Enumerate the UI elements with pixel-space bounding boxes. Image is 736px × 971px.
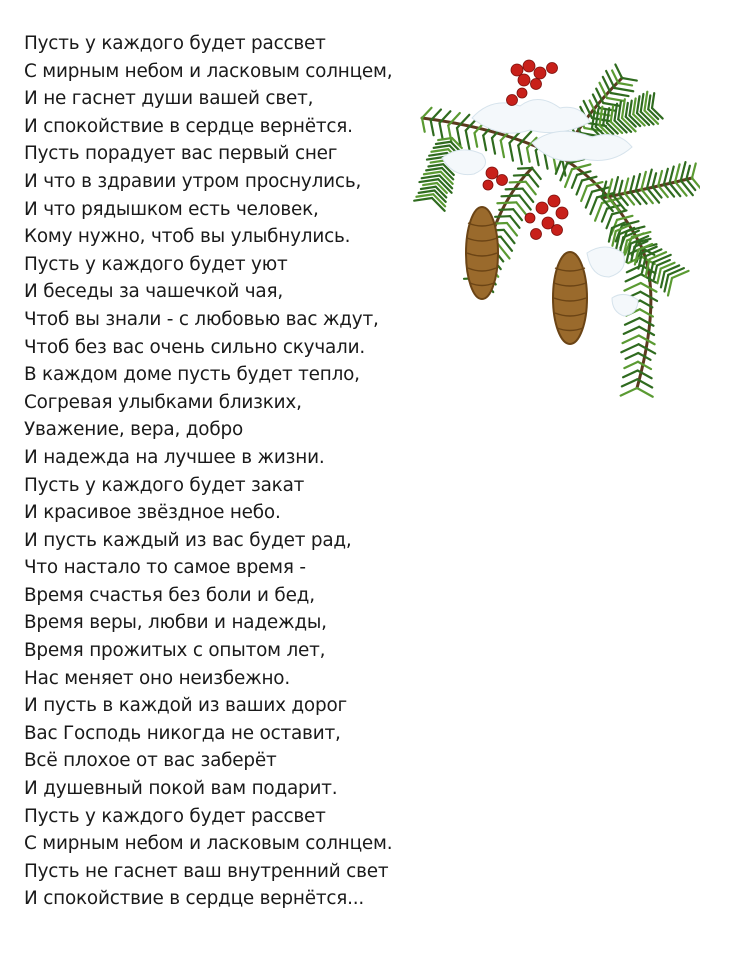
fir-needle [641,283,657,292]
poem-line: Всё плохое от вас заберёт [24,750,277,772]
fir-needle [630,101,632,116]
fir-needle [466,131,470,150]
fir-needle [424,172,441,175]
poem-line: Пусть у каждого будет рассвет [24,805,326,827]
fir-needle [615,88,634,91]
poem-line: И что в здравии утром проснулись, [24,170,362,192]
pine-cone-icon [466,207,498,299]
poem-line: И беседы за чашечкой чая, [24,281,284,303]
fir-needle [586,192,592,208]
fir-needle [421,187,436,189]
fir-needle [428,164,443,166]
fir-needle [495,216,510,217]
fir-needle [633,98,635,114]
fir-needle [658,171,662,186]
fir-needle [622,379,637,386]
fir-needle [612,231,615,246]
fir-needle [602,209,607,222]
fir-needle [637,388,653,397]
fir-needle [623,371,638,378]
fir-needle [613,177,618,195]
fir-needle [483,136,486,151]
fir-needle [631,247,634,261]
fir-needle [510,216,519,228]
poem-line: И что рядышком есть человек, [24,198,319,220]
poem-line: Вас Господь никогда не оставит, [24,722,341,744]
fir-needle [664,169,668,184]
fir-needle [429,153,447,156]
fir-needle [647,188,659,203]
fir-needle [681,162,686,180]
fir-needle [625,178,629,193]
fir-needle [630,176,634,191]
poem-line: И пусть в каждой из ваших дорог [24,695,347,717]
poem-line: Уважение, вера, добро [24,419,244,441]
fir-needle [621,388,637,396]
fir-needle [475,133,478,147]
fir-needle [492,138,495,154]
fir-needle [431,161,445,163]
fir-needle [645,92,648,111]
fir-needle [615,104,618,121]
fir-needle [675,164,679,181]
fir-needle [636,174,640,190]
fir-needle [422,176,440,179]
fir-needle [652,93,654,108]
poem-line: И не гаснет души вашей свет, [24,88,314,110]
fir-needle [657,269,660,284]
fir-needle [419,191,435,193]
fir-needle [434,146,450,148]
fir-needle [592,111,595,128]
fir-needle [611,106,613,122]
fir-needle [624,327,639,334]
fir-needle [618,101,621,119]
fir-needle [448,126,451,143]
poem-line: Пусть у каждого будет уют [24,253,288,275]
poem-line: Чтоб без вас очень сильно скучали. [24,336,366,358]
poem-line: И душевный покой вам подарит. [24,778,338,800]
fir-needle [653,173,656,187]
fir-needle [661,272,665,288]
fir-needle [416,194,433,197]
fir-needle [624,362,638,368]
poem-line: Пусть не гаснет ваш внутренний свет [24,860,389,882]
fir-needle [623,336,639,344]
fir-needle [618,83,632,85]
fir-needle [624,283,640,291]
poem-line: Время счастья без боли и бед, [24,584,315,606]
fir-needle [641,94,644,112]
fir-needle [612,70,618,83]
poem-line: Пусть у каждого будет рассвет [24,33,326,54]
fir-needle [648,95,650,109]
fir-needle [506,189,523,190]
pine-cone-icon [553,252,587,344]
fir-needle [621,344,638,352]
fir-needle [527,148,530,162]
fir-needle [518,168,532,169]
fir-needle [422,118,425,132]
fir-needle [501,141,504,158]
poem-line: В каждом доме пусть будет тепло, [24,364,360,386]
fir-needle [440,123,443,139]
fir-needle [590,197,597,214]
fir-needle [436,142,451,144]
poem-line: И надежда на лучшее в жизни. [24,446,325,468]
fir-needle [595,203,602,221]
fir-needle [609,228,612,242]
fir-needle [615,65,622,78]
poem-line: С мирным небом и ласковым солнцем. [24,833,393,855]
fir-needle [619,181,622,195]
poem-text [24,30,464,913]
poem-line: Чтоб вы знали - с любовью вас ждут, [24,308,379,330]
fir-needle [422,108,432,118]
fir-needle [513,209,522,220]
poem-line: С мирным небом и ласковым солнцем, [24,60,393,82]
fir-needle [532,168,541,179]
fir-needle [670,167,674,183]
fir-needle [647,170,652,188]
poem-line: Время прожитых с опытом лет, [24,640,326,662]
fir-needle [526,182,536,195]
fir-needle [622,78,637,81]
fir-needle [514,175,529,176]
poem-line: Кому нужно, чтоб вы улыбнулись. [24,226,351,248]
fir-needle [654,266,657,280]
fir-needle [510,182,526,183]
fir-needle [626,103,628,117]
poem-line: И спокойствие в сердце вернётся. [24,115,353,137]
fir-needle [637,96,640,113]
fir-needle [502,196,520,197]
poem-line: Что настало то самое время - [24,557,306,579]
fir-needle [607,214,612,228]
fir-needle [507,223,517,236]
fir-needle [641,172,645,189]
fir-needle [499,209,513,210]
fir-needle [536,151,539,166]
fir-needle [529,175,538,187]
fir-needle [518,146,522,165]
poem-line: Нас меняет оно неизбежно. [24,667,290,689]
fir-needle [414,198,432,201]
fir-needle [626,353,639,359]
fir-needle [600,107,603,126]
fir-needle [622,99,625,118]
fir-needle [640,292,657,301]
poem-line: И пусть каждый из вас будет рад, [24,529,352,551]
fir-needle [681,181,693,196]
fir-needle [510,143,513,161]
fir-needle [497,202,516,203]
poem-line: Согревая улыбками близких, [24,391,302,413]
fir-needle [565,169,572,187]
fir-needle [664,275,668,292]
fir-needle [626,274,641,281]
fir-needle [692,163,696,178]
fir-needle [426,168,442,170]
poem-line: Время веры, любви и надежды, [24,612,327,634]
fir-needle [572,175,577,188]
fir-needle [668,278,672,296]
poem-line: И красивое звёздное небо. [24,502,281,524]
fir-needle [625,318,640,325]
fir-needle [419,179,438,182]
fir-needle [431,149,448,152]
poem-line: И спокойствие в сердце вернётся... [24,888,365,910]
fir-needle [577,181,582,195]
fir-branch-icon [412,48,700,408]
poem-line: Пусть порадует вас первый снег [24,143,338,165]
fir-needle [431,121,434,136]
fir-needle [639,327,654,335]
fir-needle [603,110,605,124]
fir-needle [423,183,437,185]
poem-line: Пусть у каждого будет закат [24,474,305,496]
fir-needle [611,93,629,96]
fir-needle [581,186,587,201]
